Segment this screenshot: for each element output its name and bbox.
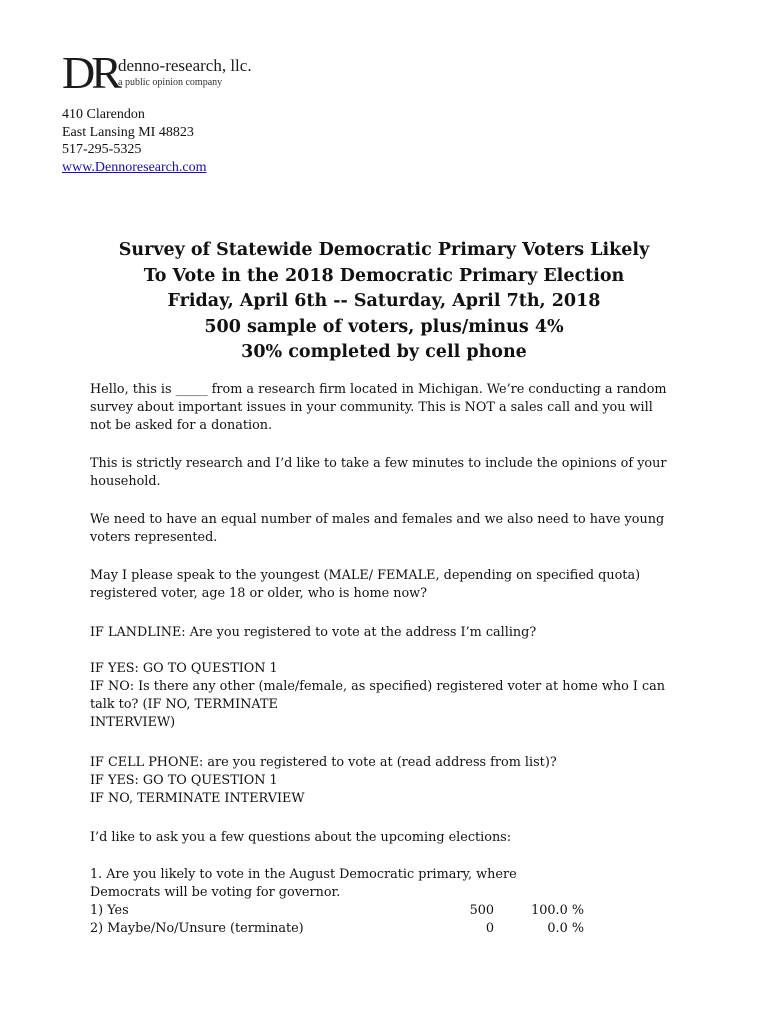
speak-request: May I please speak to the youngest (MALE/ FEMALE, depending on specified quota): [90, 568, 641, 583]
website-link[interactable]: www.Dennoresearch.com: [62, 159, 207, 175]
if-yes-instruction: IF YES: GO TO QUESTION 1: [90, 773, 278, 788]
title-sample: 500 sample of voters, plus/minus 4%: [204, 316, 564, 337]
question-1: Democrats will be voting for governor.: [90, 885, 341, 900]
quota-text: voters represented.: [90, 530, 218, 545]
company-logo: [62, 47, 262, 98]
response-row: [90, 920, 590, 938]
terminate-instruction: IF NO, TERMINATE INTERVIEW: [90, 791, 305, 806]
survey-title: [0, 238, 768, 366]
title-line-1: Survey of Statewide Democratic Primary Voters Likely: [118, 240, 650, 260]
response-percent: 0.0 %: [547, 921, 584, 936]
if-no-instruction: IF NO: Is there any other (male/female, as specified) registered voter at home who I can: [90, 679, 666, 694]
title-cell-share: 30% completed by cell phone: [241, 342, 527, 362]
logo-mark: DR: [62, 47, 118, 98]
response-count: 500: [469, 903, 494, 918]
response-percent: 100.0 %: [531, 903, 584, 918]
response-label: 2) Maybe/No/Unsure (terminate): [90, 921, 304, 936]
title-dates: Friday, April 6th -- Saturday, April 7th, 2018: [167, 291, 601, 311]
quota-text: We need to have an equal number of males and females and we also need to have young: [90, 512, 665, 527]
intro-text: not be asked for a donation.: [90, 418, 273, 433]
response-row: [90, 902, 590, 920]
intro-text: Hello, this is _____ from a research firm located in Michigan. We’re conducting a random: [90, 382, 667, 397]
research-text: This is strictly research and I’d like to take a few minutes to include the opinions of your: [90, 456, 667, 471]
address-street: 410 Clarendon: [62, 107, 145, 122]
elections-intro: I’d like to ask you a few questions about the upcoming elections:: [90, 830, 512, 845]
address-city: East Lansing MI 48823: [62, 124, 194, 140]
speak-request: registered voter, age 18 or older, who is home now?: [90, 586, 427, 601]
question-1: 1. Are you likely to vote in the August Democratic primary, where: [90, 867, 517, 882]
company-name: denno-research, llc.: [118, 56, 252, 75]
if-no-instruction: INTERVIEW): [90, 715, 176, 730]
company-tagline: a public opinion company: [118, 77, 223, 88]
response-label: 1) Yes: [90, 903, 129, 918]
cell-instruction: IF CELL PHONE: are you registered to vote at (read address from list)?: [90, 755, 557, 770]
title-line-2: To Vote in the 2018 Democratic Primary Election: [143, 265, 625, 286]
response-count: 0: [485, 921, 494, 936]
address-block: [62, 106, 206, 176]
research-text: household.: [90, 474, 161, 489]
address-phone: 517-295-5325: [62, 142, 142, 157]
if-no-instruction: talk to? (IF NO, TERMINATE: [90, 697, 278, 712]
landline-instruction: IF LANDLINE: Are you registered to vote at the address I’m calling?: [90, 625, 537, 640]
if-yes-instruction: IF YES: GO TO QUESTION 1: [90, 661, 278, 676]
intro-text: survey about important issues in your community. This is NOT a sales call and you will: [90, 400, 653, 415]
